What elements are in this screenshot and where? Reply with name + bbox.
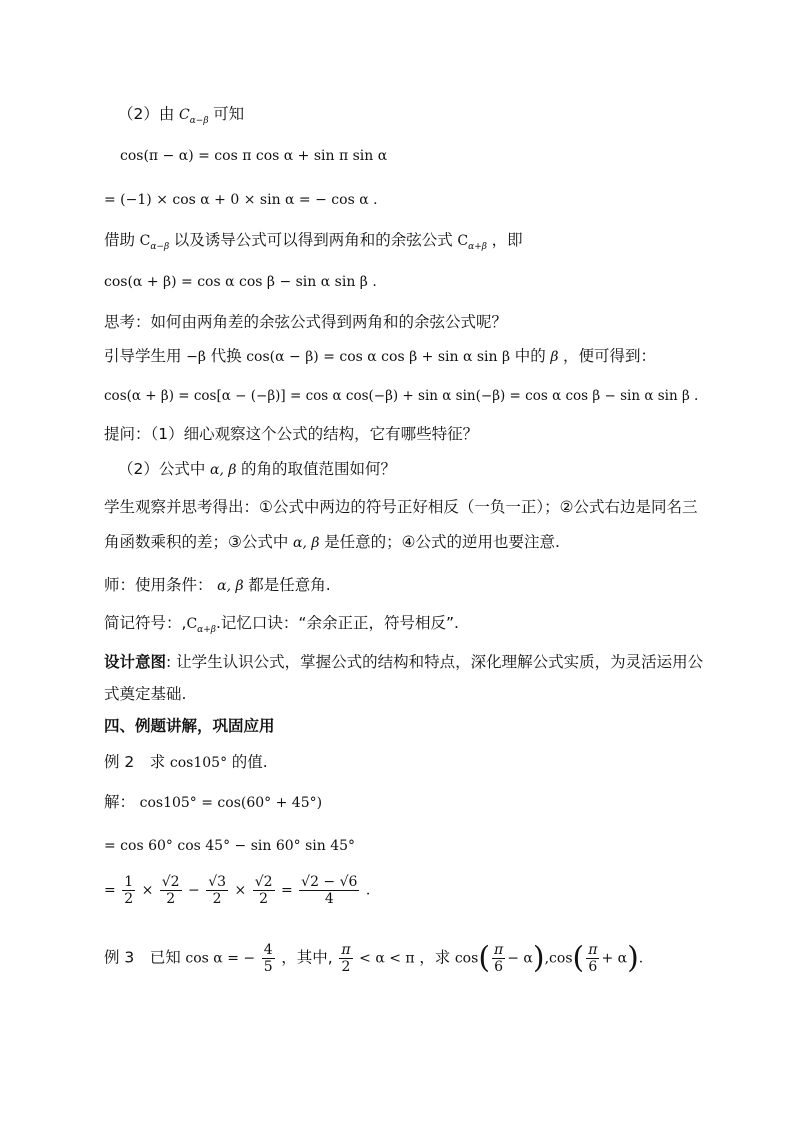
denominator: 2 <box>212 891 222 907</box>
minus-sign: − <box>188 882 200 899</box>
line-teacher <box>104 575 331 596</box>
line-features <box>104 532 560 553</box>
formula: α, β <box>209 462 237 478</box>
text-line: 学生观察并思考得出：①公式中两边的符号正好相反（一负一正）；②公式右边是同名三 <box>104 498 698 516</box>
line-question-range <box>118 459 396 480</box>
period: . <box>638 950 644 967</box>
text: 师：使用条件： <box>104 576 213 594</box>
text: （2）公式中 <box>118 460 206 478</box>
formula: β <box>550 349 559 365</box>
line-by-formula <box>118 104 244 131</box>
formula: cos105° = cos(60° + 45°) <box>139 795 323 811</box>
formula: cos α = − <box>185 950 256 967</box>
equals-sign: = <box>104 882 116 899</box>
formula-symbol: C <box>457 233 469 249</box>
text: ，其中, <box>281 948 333 967</box>
fraction <box>586 942 599 975</box>
comma: , <box>544 950 550 967</box>
text: 引导学生用 <box>104 347 182 365</box>
fraction <box>206 874 228 907</box>
text: 简记符号：, <box>104 614 187 632</box>
text: 的角的取值范围如何？ <box>241 460 397 478</box>
formula: cos(α − β) = cos α cos β + sin α sin β <box>246 349 511 365</box>
denominator: 6 <box>588 959 598 975</box>
section-heading: 四、例题讲解，巩固应用 <box>104 717 275 735</box>
fraction <box>339 942 352 975</box>
numerator: 4 <box>263 942 273 958</box>
formula-line: cos(α + β) = cos[α − (−β)] = cos α cos(−β) + sin α sin(−β) = cos α cos β − sin α sin β . <box>104 388 699 404</box>
line-derive-sum <box>104 230 523 257</box>
text: 的值. <box>231 753 268 771</box>
formula: cos105° <box>169 755 228 771</box>
text: 例 2 求 <box>104 753 166 771</box>
denominator: 2 <box>259 891 269 907</box>
line-solution <box>104 792 322 813</box>
denominator: 2 <box>166 891 176 907</box>
denominator: 2 <box>124 891 134 907</box>
formula-symbol: C <box>178 107 190 123</box>
text-line: 提问：（1）细心观察这个公式的结构，它有哪些特征？ <box>104 425 479 443</box>
numerator: √2 <box>161 874 180 890</box>
text-line: 思考：如何由两角差的余弦公式得到两角和的余弦公式呢？ <box>104 313 508 331</box>
period: . <box>365 882 371 899</box>
left-paren: ( <box>478 940 491 976</box>
cos-label: cos <box>549 950 573 967</box>
left-paren: ( <box>572 940 585 976</box>
text: 中的 <box>514 347 546 365</box>
formula-subscript: α+β <box>468 242 487 252</box>
formula-line: cos(π − α) = cos π cos α + sin π sin α <box>120 148 388 164</box>
line-example-3 <box>104 942 643 975</box>
denominator: 4 <box>324 891 334 907</box>
text-line: 式奠定基础. <box>104 685 187 703</box>
text: : 让学生认识公式，掌握公式的结构和特点，深化理解公式实质，为灵活运用公 <box>166 653 704 671</box>
equals-sign: = <box>280 882 293 899</box>
denominator: 5 <box>263 959 273 975</box>
formula: − α <box>507 950 533 967</box>
line-design-intent <box>104 652 703 672</box>
text: 以及诱导公式可以得到两角和的余弦公式 <box>173 231 453 249</box>
formula-line: = cos 60° cos 45° − sin 60° sin 45° <box>104 838 356 854</box>
right-paren: ) <box>532 940 545 976</box>
fraction <box>492 942 505 975</box>
line-example-2 <box>104 752 268 773</box>
denominator: 2 <box>341 959 351 975</box>
fraction <box>160 874 182 907</box>
numerator: √2 <box>254 874 273 890</box>
formula-line: = (−1) × cos α + 0 × sin α = − cos α . <box>104 192 378 208</box>
fraction <box>262 942 275 975</box>
numerator: √3 <box>208 874 227 890</box>
fraction <box>122 874 135 907</box>
right-paren: ) <box>627 940 639 976</box>
numerator: π <box>588 942 598 958</box>
formula-subscript: α−β <box>150 242 170 252</box>
formula-subscript: α+β <box>197 625 216 635</box>
formula: α, β <box>217 578 244 594</box>
line-mnemonic <box>104 613 459 640</box>
formula-symbol: C <box>139 233 151 249</box>
formula: + α <box>601 950 628 967</box>
design-intent-label: 设计意图 <box>104 653 167 671</box>
formula: < α < π <box>359 950 415 967</box>
formula-line-fractions <box>104 874 370 907</box>
numerator: π <box>494 942 504 958</box>
formula: α, β <box>293 535 320 551</box>
text: .记忆口诀：“余余正正，符号相反”. <box>215 614 459 632</box>
text: （2）由 <box>118 105 175 123</box>
denominator: 6 <box>494 959 504 975</box>
line-substitution <box>104 346 656 367</box>
text: 是任意的；④公式的逆用也要注意. <box>324 533 560 551</box>
text: 例 3 已知 <box>104 948 181 967</box>
times-sign: × <box>141 882 154 899</box>
formula-line: cos(α + β) = cos α cos β − sin α sin β . <box>104 274 377 290</box>
text: 角函数乘积的差；③公式中 <box>104 533 289 551</box>
text: 代换 <box>210 347 242 365</box>
cos-label: cos <box>454 950 479 967</box>
numerator: π <box>341 942 351 958</box>
text: ，便可得到： <box>563 347 657 365</box>
text: 可知 <box>213 105 245 123</box>
fraction <box>299 874 359 907</box>
formula: −β <box>186 349 206 365</box>
text: 借助 <box>104 231 136 249</box>
fraction <box>253 874 275 907</box>
text: 解： <box>104 793 136 811</box>
numerator: √2 − √6 <box>301 874 358 890</box>
numerator: 1 <box>124 874 134 890</box>
text: 都是任意角. <box>248 576 331 594</box>
formula-symbol: C <box>186 616 198 632</box>
text: ，即 <box>491 231 523 249</box>
formula-subscript: α−β <box>189 116 209 126</box>
times-sign: × <box>234 882 247 899</box>
text: ，求 <box>419 948 451 967</box>
